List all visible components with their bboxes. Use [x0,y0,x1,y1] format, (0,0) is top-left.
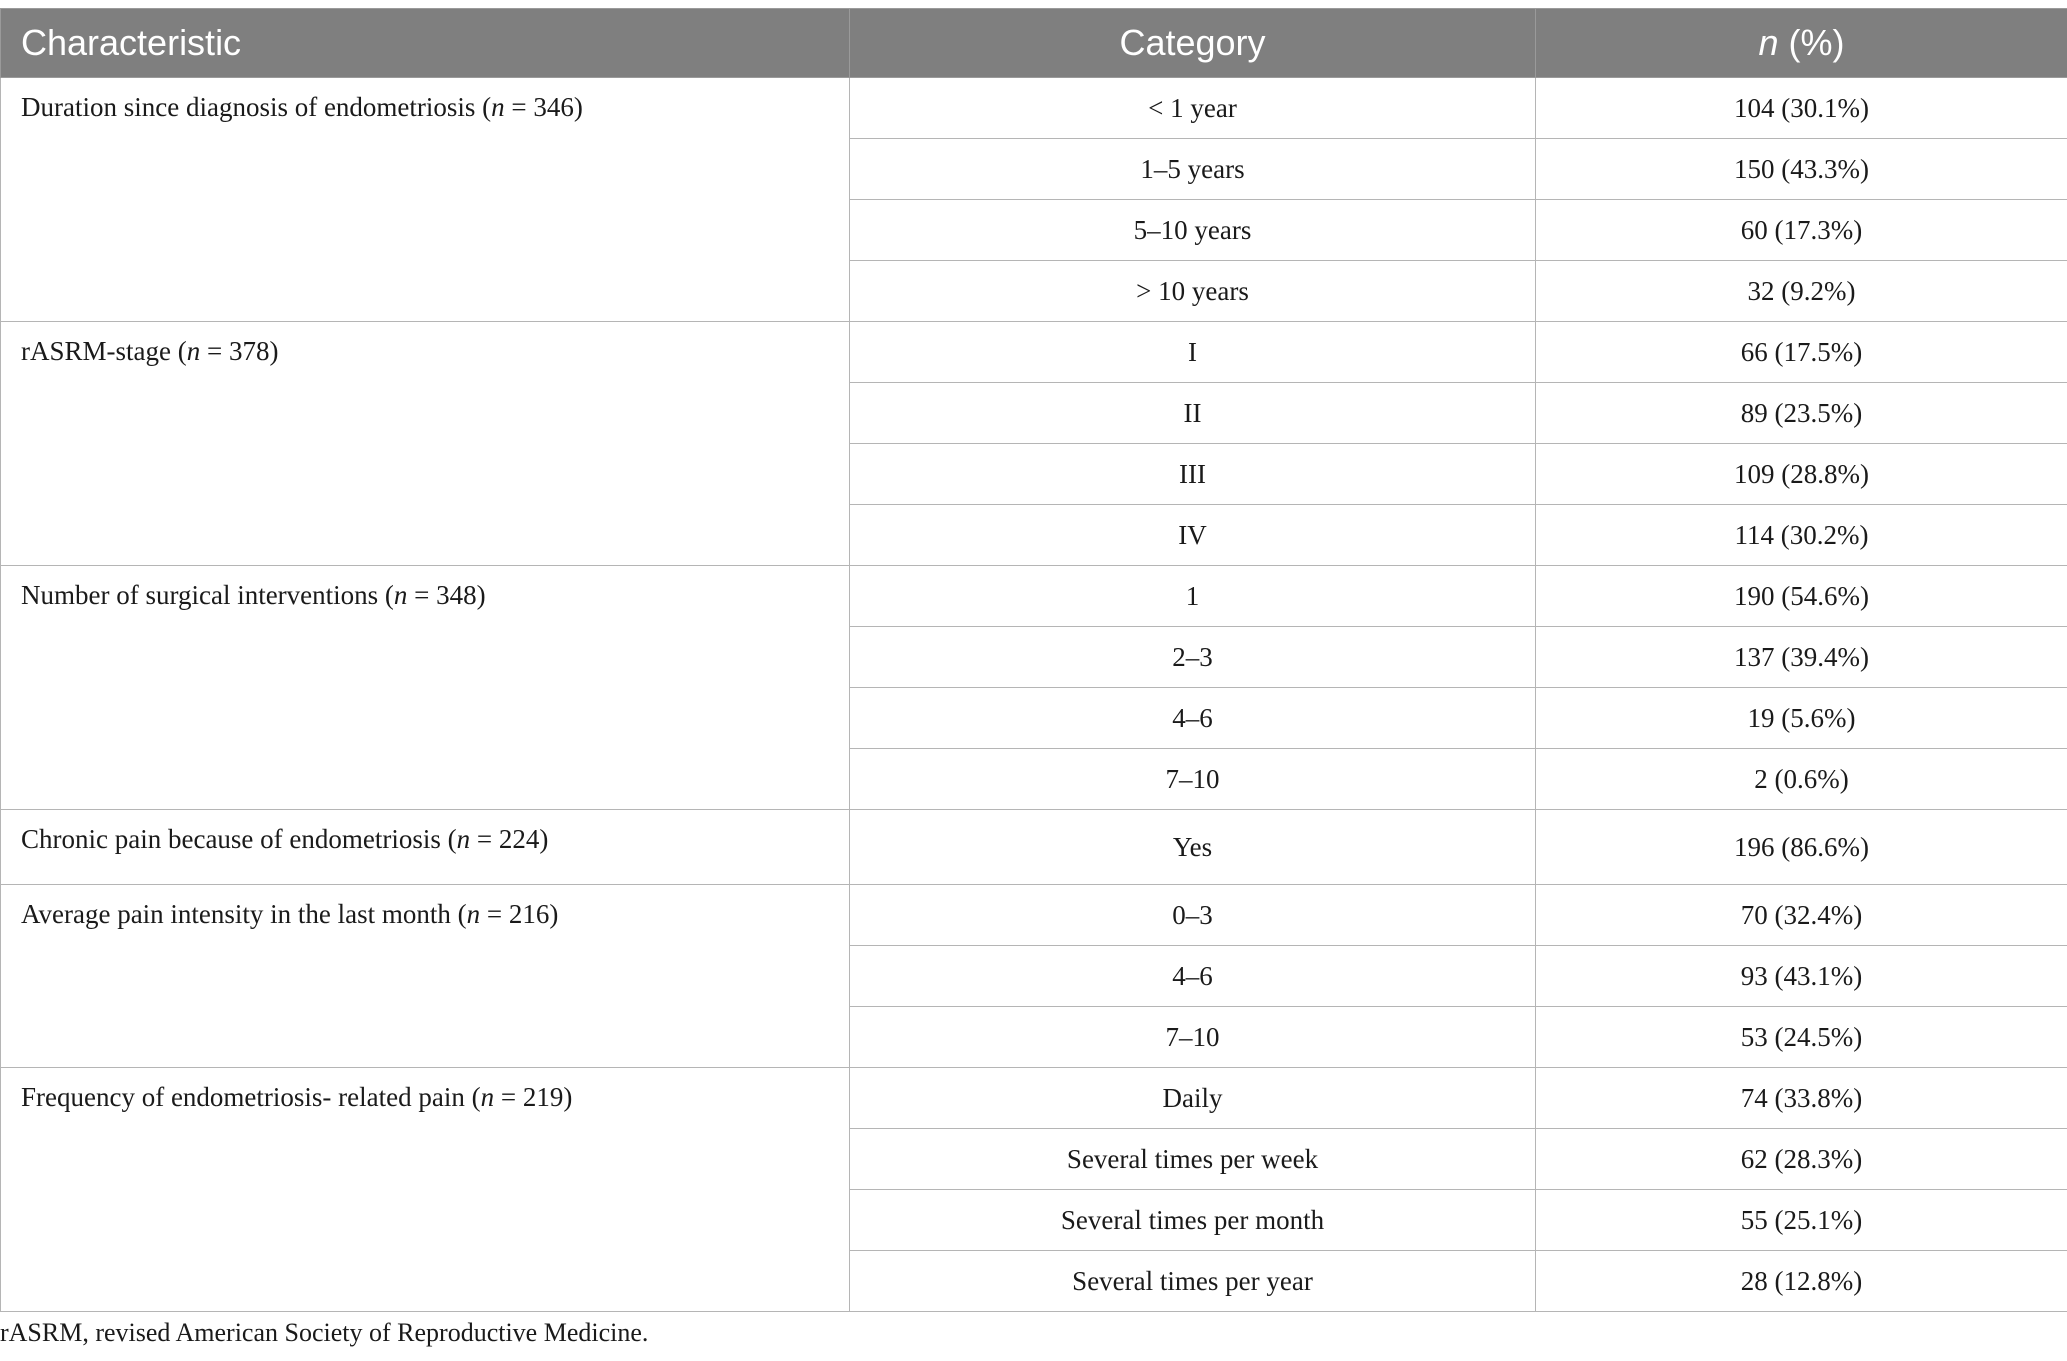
count-percent-cell: 196 (86.6%) [1536,810,2067,885]
characteristic-cell [1,1068,850,1312]
count-percent-cell: 66 (17.5%) [1536,322,2067,383]
count-percent-cell: 53 (24.5%) [1536,1007,2067,1068]
count-percent-cell: 74 (33.8%) [1536,1068,2067,1129]
category-cell: 4–6 [850,946,1536,1007]
category-cell: 7–10 [850,749,1536,810]
endometriosis-characteristics-table [0,8,2067,1312]
header-pct: (%) [1778,22,1845,63]
count-percent-cell: 60 (17.3%) [1536,200,2067,261]
sample-size-value: = 378) [200,336,279,366]
category-cell: 1 [850,566,1536,627]
table-container [0,8,2067,1312]
category-cell: I [850,322,1536,383]
count-percent-cell: 104 (30.1%) [1536,78,2067,139]
category-cell: IV [850,505,1536,566]
sample-size-value: = 224) [470,824,549,854]
characteristic-label: rASRM-stage ( [21,336,187,366]
table-body [1,78,2067,1312]
table-row [1,810,2067,885]
table-footnote: rASRM, revised American Society of Reproductive Medicine. [0,1318,649,1347]
category-cell: 7–10 [850,1007,1536,1068]
header-n-italic: n [1758,22,1779,63]
characteristic-cell [1,885,850,1068]
category-cell: 2–3 [850,627,1536,688]
characteristic-label: Frequency of endometriosis- related pain ( [21,1082,481,1112]
category-cell: > 10 years [850,261,1536,322]
header-characteristic: Characteristic [1,9,850,78]
category-cell: 0–3 [850,885,1536,946]
count-percent-cell: 150 (43.3%) [1536,139,2067,200]
count-percent-cell: 93 (43.1%) [1536,946,2067,1007]
table-row [1,78,2067,139]
count-percent-cell: 70 (32.4%) [1536,885,2067,946]
count-percent-cell: 137 (39.4%) [1536,627,2067,688]
characteristic-label: Chronic pain because of endometriosis ( [21,824,457,854]
table-row [1,1068,2067,1129]
characteristic-cell [1,810,850,885]
sample-size-symbol: n [466,899,481,929]
count-percent-cell: 89 (23.5%) [1536,383,2067,444]
table-row [1,566,2067,627]
characteristic-cell [1,78,850,322]
category-cell: Several times per year [850,1251,1536,1312]
characteristic-label: Duration since diagnosis of endometriosis ( [21,92,492,122]
table-row [1,322,2067,383]
category-cell: III [850,444,1536,505]
table-row [1,885,2067,946]
count-percent-cell: 19 (5.6%) [1536,688,2067,749]
header-category: Category [850,9,1536,78]
characteristic-cell [1,566,850,810]
sample-size-value: = 346) [504,92,583,122]
count-percent-cell: 114 (30.2%) [1536,505,2067,566]
characteristic-cell [1,322,850,566]
count-percent-cell: 55 (25.1%) [1536,1190,2067,1251]
sample-size-value: = 219) [494,1082,573,1112]
category-cell: 1–5 years [850,139,1536,200]
category-cell: 4–6 [850,688,1536,749]
header-n-percent [1536,9,2067,78]
count-percent-cell: 109 (28.8%) [1536,444,2067,505]
category-cell: Daily [850,1068,1536,1129]
sample-size-symbol: n [186,336,201,366]
sample-size-symbol: n [491,92,505,122]
table-header [1,9,2067,78]
category-cell: II [850,383,1536,444]
sample-size-value: = 348) [407,580,486,610]
header-row [1,9,2067,78]
sample-size-symbol: n [456,824,471,854]
sample-size-symbol: n [393,580,408,610]
count-percent-cell: 28 (12.8%) [1536,1251,2067,1312]
category-cell: Several times per month [850,1190,1536,1251]
characteristic-label: Number of surgical interventions ( [21,580,394,610]
count-percent-cell: 2 (0.6%) [1536,749,2067,810]
sample-size-value: = 216) [480,899,559,929]
count-percent-cell: 32 (9.2%) [1536,261,2067,322]
count-percent-cell: 190 (54.6%) [1536,566,2067,627]
characteristic-label: Average pain intensity in the last month ( [21,899,467,929]
category-cell: 5–10 years [850,200,1536,261]
count-percent-cell: 62 (28.3%) [1536,1129,2067,1190]
category-cell: < 1 year [850,78,1536,139]
sample-size-symbol: n [480,1082,495,1112]
category-cell: Several times per week [850,1129,1536,1190]
category-cell: Yes [850,810,1536,885]
